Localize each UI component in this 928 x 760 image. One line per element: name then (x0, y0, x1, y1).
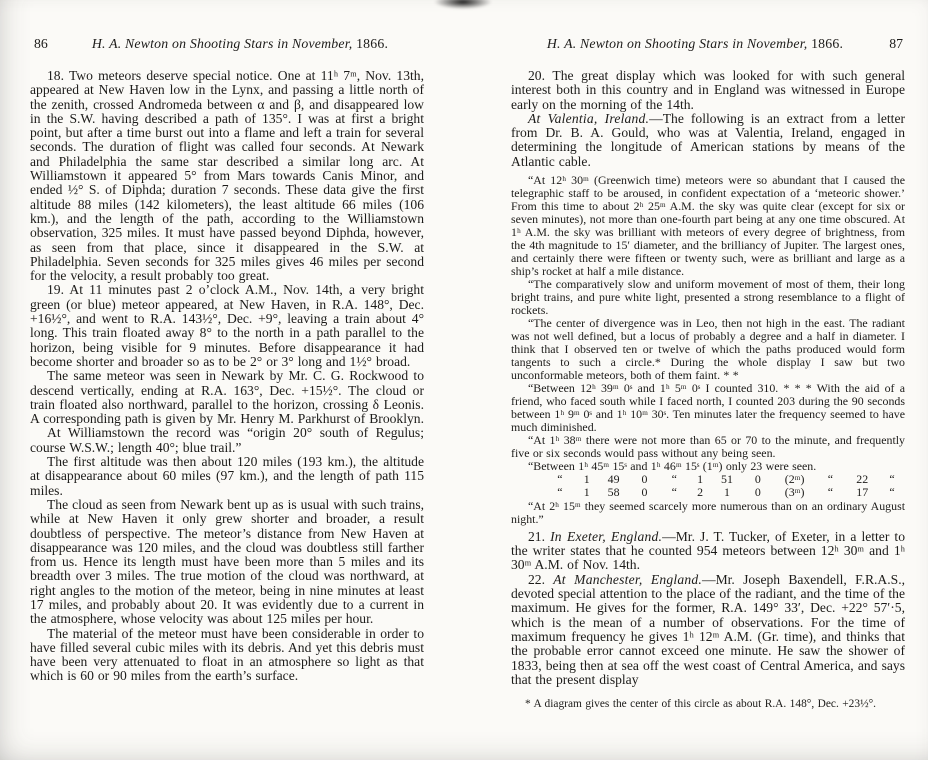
ditto-mark: “ (889, 472, 895, 487)
running-title-text: H. A. Newton on Shooting Stars in November, (91, 36, 353, 51)
page-86-running-head (30, 36, 424, 56)
ditto-mark: “ (889, 485, 895, 500)
paragraph-valentia (511, 112, 905, 169)
count-cell: 58 (607, 485, 620, 500)
exeter-text: —Mr. J. T. Tucker, of Exeter, in a letter to the writer states that he counted 954 meteors between 12ʰ 30ᵐ and 1ʰ 30ᵐ A.M. of Nov. 14th. (511, 528, 905, 573)
running-title-text: H. A. Newton on Shooting Stars in November, (546, 36, 808, 51)
count-cell: 51 (721, 472, 733, 487)
running-title-year: 1866. (811, 36, 844, 51)
quote-23-were-seen: “Between 1ʰ 45ᵐ 15ˢ and 1ʰ 46ᵐ 15ˢ (1ᵐ) only 23 were seen. (528, 459, 817, 474)
count-cell: 1 (697, 472, 704, 487)
quote-counted-310: “Between 12ʰ 39ᵐ 0ˢ and 1ʰ 5ᵐ 0ˢ I counted 310. * * * With the aid of a friend, who faced south while I faced north, I counted 203 during the 90 seconds between 1ʰ 9ᵐ 0ˢ and 1ʰ 10ᵐ 30ˢ. Ten minutes later the frequency seemed to have much diminished. (511, 381, 905, 435)
quote-2h15m-ordinary-night: “At 2ʰ 15ᵐ they seemed scarcely more numerous than on an ordinary August night.” (511, 498, 905, 526)
manchester-text: —Mr. Joseph Baxendell, F.R.A.S., devoted special attention to the place of the radiant, and the time of the maximum. He gives for the former, R.A. 149° 33′, Dec. +22° 57′·5, which is the mean of a number of observations. For the time of maximum frequency he gives 1ʰ 12ᵐ A.M. (Gr. time), and thinks that the probable error cannot exceed one minute. He saw the shower of 1833, being then at sea off the west coast of Central America, and says that the present display (511, 571, 905, 687)
footnote-radiant-circle: * A diagram gives the center of this circle as about R.A. 148°, Dec. +23½°. (525, 698, 877, 711)
running-title-year: 1866. (356, 36, 389, 51)
exeter-lead-in: In Exeter, England. (550, 528, 663, 544)
paragraph-cloud-from-newark: The cloud as seen from Newark bent up as is usual with such trains, while at New Haven it only grew shorter and broader, a result doubtless of perspective. The meteor’s distance from New Haven at disappearance was 120 miles, and the cloud was doubtless still farther from us. Hence its length must have been more than 5 miles and its breadth over 3 miles. The true motion of the cloud was northward, at right angles to the motion of the meteor, being in nine minutes at least 17 miles, and probably about 20. It was evidently due to a current in the atmosphere, whose velocity was about 125 miles per hour. (30, 496, 425, 627)
paragraph-number: 21. (528, 528, 551, 544)
paragraph-number: 22. (528, 571, 554, 587)
ditto-mark: “ (671, 485, 677, 500)
running-title (30, 36, 424, 52)
paragraph-first-altitude: The first altitude was then about 120 miles (193 km.), the altitude at disappearance about 60 miles (97 km.), and the length of path 115 miles. (30, 454, 424, 498)
count-cell: 0 (641, 472, 648, 487)
page-86 (30, 36, 424, 684)
ditto-mark: “ (557, 472, 563, 487)
count-table-row (545, 473, 905, 486)
gould-letter-extract (511, 174, 905, 526)
valentia-lead-in: At Valentia, Ireland. (528, 110, 650, 126)
count-cell: 0 (754, 485, 761, 500)
page-number-87: 87 (889, 36, 903, 51)
ditto-mark: “ (671, 472, 677, 487)
ditto-mark: “ (557, 485, 563, 500)
paragraph-19: 19. At 11 minutes past 2 o’clock A.M., Nov. 14th, a very bright green (or blue) meteor appeared, at New Haven, in R.A. 148°, Dec. +16½°, and went to R.A. 143½°, Dec. +9°, leaving a train about 4° long. This train floated away 8° to the north in a path parallel to the horizon, being visible for 9 minutes. Before disappearance it had become shorter and broader so as to be 2° or 3° long and 1½° broad. (30, 282, 424, 369)
quote-abundant-meteors: “At 12ʰ 30ᵐ (Greenwich time) meteors were so abundant that I caused the telegraphic staff to be aroused, in confident expectation of a ‘meteoric shower.’ From this time to about 2ʰ 25ᵐ A.M. the sky was quite clear (except for six or seven minutes), not more than one-fourth part being at any one time obscured. At 1ʰ A.M. the sky was brilliant with meteors of every degree of brightness, from the 4th magnitude to 15′ diameter, and the brilliancy of Jupiter. The largest ones, and certainly there were fifteen or twenty such, were as brilliant and large as a ship’s rocket at half a mile distance. (511, 173, 905, 279)
quote-center-of-divergence: “The center of divergence was in Leo, then not high in the east. The radiant was not well defined, but a locus of probably a degree and a half in diameter. I think that I observed ten or twelve of which the paths produced would form tangents to such a circle.* During the whole display I saw but two unconformable meteors, both of them faint. * * (511, 316, 905, 383)
paragraph-18: 18. Two meteors deserve special notice. One at 11ʰ 7ᵐ, Nov. 13th, appeared at New Haven low in the Lynx, and passing a little north of the zenith, crossed Andromeda between α and β, and disappeared low in the S.W. having described a path of 135°. I was at first a bright point, but after a time burst out into a flame and left a train for several seconds. The duration of flight was called four seconds. At Newark and Philadelphia the same star described a similar long arc. At Williamstown it appeared 5° from Mars towards Canis Minor, and ended ½° S. of Diphda; duration 7 seconds. These data give the first altitude 88 miles (142 kilometers), the least altitude 66 miles (106 km.), and the length of the path, according to the Williamstown observation, 325 miles. It must have passed beyond Diphda, however, as seen from that place, since it disappeared in the S.W. at Philadelphia. Seven seconds for 325 miles gives 46 miles per second for the velocity, a result probably too great. (30, 68, 424, 284)
page-87-running-head (511, 36, 905, 56)
count-cell: 0 (641, 485, 648, 500)
ditto-mark: “ (827, 472, 834, 487)
paragraph-meteor-material: The material of the meteor must have been considerable in order to have filled several cubic miles with its debris. And yet this debris must have been very attenuated to float in an atmosphere so light as that which is 60 or 90 miles from the earth’s surface. (30, 625, 424, 684)
valentia-text: —The following is an extract from a letter from Dr. B. A. Gould, who was at Valentia, Ireland, engaged in determining the longitude of American stations by means of the Atlantic cable. (511, 110, 906, 169)
count-cell: 2 (697, 485, 704, 500)
count-table-row (545, 486, 905, 499)
paragraph-22 (511, 573, 905, 687)
scan-artifact-smudge (430, 0, 496, 10)
count-cell: 1 (724, 485, 730, 500)
count-cell: 1 (583, 472, 590, 487)
ditto-mark: “ (827, 485, 834, 500)
interval-cell: (2ᵐ) (784, 472, 805, 487)
paragraph-newark-meteor: The same meteor was seen in Newark by Mr. C. G. Rockwood to descend vertically, ending at R.A. 163°, Dec. +15½°. The cloud or train floated also northward, parallel to the horizon, crossing δ Leonis. A corresponding path is given by Mr. Henry M. Parkhurst of Brooklyn. (30, 368, 424, 427)
paragraph-21 (511, 530, 905, 573)
count-cell: 0 (754, 472, 761, 487)
interval-cell: (3ᵐ) (784, 485, 805, 500)
running-title (511, 36, 905, 52)
paragraph-williamstown-record: At Williamstown the record was “origin 20° south of Regulus; course W.S.W.; length 40°; blue trail.” (30, 425, 424, 455)
count-cell: 49 (607, 472, 620, 487)
quote-1h38m-rate: “At 1ʰ 38ᵐ there were not more than 65 or 70 to the minute, and frequently five or six seconds would pass without any being seen. (511, 433, 905, 461)
page-87 (511, 36, 905, 711)
count-cell: 17 (856, 485, 869, 500)
page-number-86: 86 (34, 36, 48, 51)
manchester-lead-in: At Manchester, England. (553, 571, 702, 587)
count-cell: 22 (856, 472, 869, 487)
paragraph-20: 20. The great display which was looked for with such general interest both in this country and in England was witnessed in Europe early on the morning of the 14th. (511, 68, 905, 112)
quote-slow-uniform-movement: “The comparatively slow and uniform movement of most of them, their long bright trains, and pure white light, presented a strong resemblance to a flight of rockets. (511, 277, 905, 318)
count-cell: 1 (583, 485, 590, 500)
